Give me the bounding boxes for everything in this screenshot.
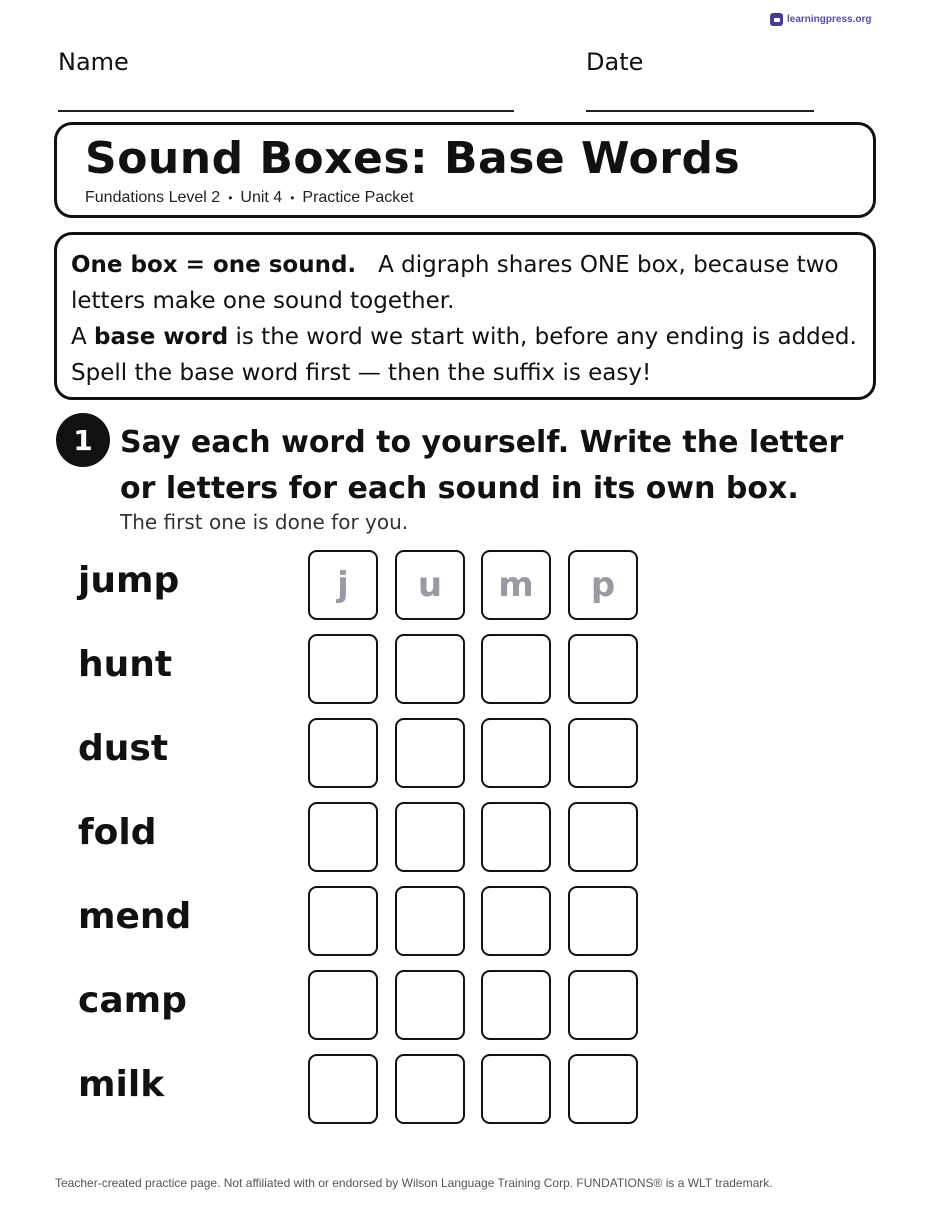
rule-1-bold: One box = one sound. [71,252,357,278]
step-instruction: Say each word to yourself. Write the letter or letters for each sound in its own box. [120,425,844,506]
sound-box[interactable] [395,634,465,704]
name-line[interactable] [58,110,514,112]
sound-box[interactable]: m [481,550,551,620]
page-title: Sound Boxes: Base Words [85,133,741,184]
sound-box[interactable] [481,1054,551,1124]
rule-2-pre: A [71,324,95,350]
sound-box[interactable] [568,634,638,704]
word-0: jump [78,560,180,601]
sound-box[interactable] [481,802,551,872]
sound-box[interactable] [481,634,551,704]
date-line[interactable] [586,110,814,112]
separator-dot: • [290,191,295,205]
separator-dot: • [228,191,233,205]
book-icon [770,13,783,26]
sound-box[interactable] [568,970,638,1040]
word-2: dust [78,728,169,769]
rule-2-text: is the word we start with, before any ending is added. Spell the base word first — then the suffix is easy! [71,324,857,386]
sound-box[interactable]: u [395,550,465,620]
sound-box[interactable] [481,886,551,956]
sound-box[interactable] [568,802,638,872]
sound-box[interactable] [308,802,378,872]
rule-1-text: A digraph shares ONE box, because two letters make one sound together. [71,252,839,314]
sound-box[interactable] [308,634,378,704]
sound-box[interactable]: j [308,550,378,620]
sound-box[interactable] [481,970,551,1040]
word-5: camp [78,980,187,1021]
word-1: hunt [78,644,173,685]
subtitle-level: Fundations Level 2 [85,189,221,206]
sound-box[interactable] [395,970,465,1040]
subtitle [85,189,414,207]
sound-box[interactable] [395,718,465,788]
title-box [54,122,876,218]
date-label: Date [586,48,644,76]
rule-box [54,232,876,400]
sound-box[interactable] [568,718,638,788]
word-4: mend [78,896,192,937]
sound-box[interactable] [308,1054,378,1124]
rule-line-2 [71,319,859,391]
sound-box[interactable] [568,886,638,956]
brand-logo [770,13,871,26]
rule-2-bold: base word [94,324,229,350]
sound-box[interactable] [395,1054,465,1124]
brand-text: learningpress.org [787,14,872,25]
step-hint: The first one is done for you. [120,510,409,534]
footer-disclaimer: Teacher-created practice page. Not affiliated with or endorsed by Wilson Language Training Corp. FUNDATIONS® is a WLT trademark. [55,1176,773,1190]
rule-line-1 [71,247,859,319]
sound-box[interactable] [308,718,378,788]
step-number-badge: 1 [56,413,110,467]
subtitle-unit: Unit 4 [240,189,283,206]
sound-box[interactable] [395,886,465,956]
word-6: milk [78,1064,165,1105]
subtitle-packet: Practice Packet [302,189,414,206]
sound-box[interactable]: p [568,550,638,620]
word-3: fold [78,812,157,853]
sound-box[interactable] [481,718,551,788]
sound-box[interactable] [568,1054,638,1124]
sound-box[interactable] [308,886,378,956]
sound-box[interactable] [395,802,465,872]
sound-box[interactable] [308,970,378,1040]
name-label: Name [58,48,129,76]
